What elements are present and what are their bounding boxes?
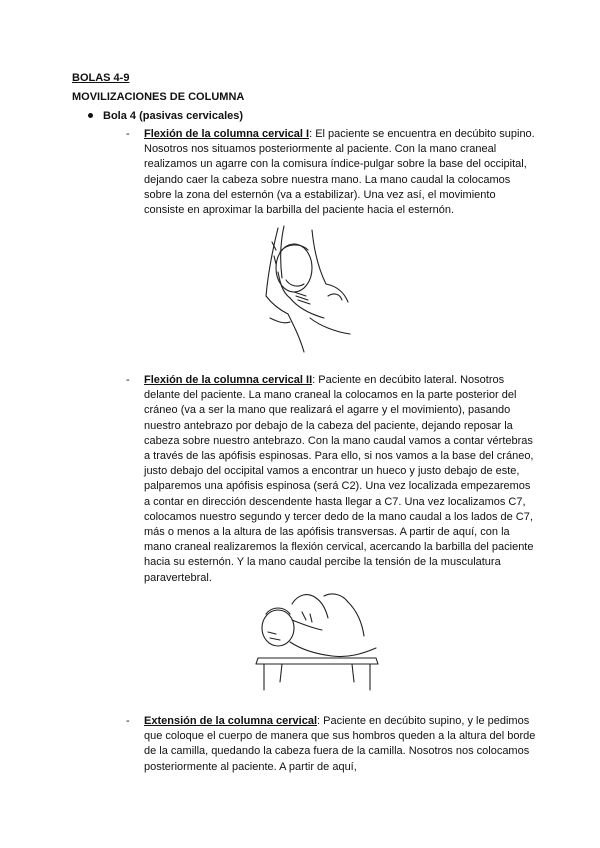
dash-marker: - (126, 715, 130, 727)
technique-term: Flexión de la columna cervical I (144, 128, 310, 140)
technique-description: : El paciente se encuentra en decúbito supino. Nosotros nos situamos posteriormente al paciente. Con la mano craneal realizamos un agarre con la comisura índice-pulgar sobre la base del occipital, dejando caer la cabeza sobre nuestra mano. La mano caudal la colocamos sobre la zona del esternón (va a estabilizar). Una vez así, el movimiento consiste en aproximar la barbilla del paciente hacia el esternón. (144, 128, 535, 217)
technique-description: : Paciente en decúbito supino, y le pedimos que coloque el cuerpo de manera que sus hombros queden a la altura del borde de la camilla, quedando la cabeza fuera de la camilla. Nosotros nos colocamos posteriormente al paciente. A partir de aquí, (144, 715, 536, 773)
technique-paragraph (144, 714, 536, 775)
section-title: MOVILIZACIONES DE COLUMNA (72, 91, 245, 103)
technique-extension-cervical (126, 714, 536, 775)
technique-flexion-cervical-2 (126, 373, 536, 586)
document-title: BOLAS 4-9 (72, 72, 130, 84)
technique-term: Flexión de la columna cervical II (144, 374, 313, 386)
technique-flexion-cervical-1 (126, 127, 536, 218)
illustration-flexion-supine (250, 222, 354, 356)
dash-marker: - (126, 374, 130, 386)
technique-paragraph (144, 373, 536, 586)
bullet-label: Bola 4 (pasivas cervicales) (103, 110, 244, 122)
bullet-item (88, 110, 243, 122)
technique-term: Extensión de la columna cervical (144, 715, 318, 727)
illustration-flexion-side-lying (252, 584, 384, 696)
technique-paragraph (144, 127, 536, 218)
bullet-dot-icon (88, 113, 93, 118)
dash-marker: - (126, 128, 130, 140)
technique-description: : Paciente en decúbito lateral. Nosotros delante del paciente. La mano craneal la colocamos en la parte posterior del cráneo (va a ser la mano que realizará el agarre y el movimiento), pasando nuestro antebrazo por debajo de la cabeza del paciente, dejando reposar la cabeza sobre nuestro antebrazo. Con la mano caudal vamos a contar vértebras a través de las apófisis espinosas. Para ello, si nos vamos a la base del cráneo, justo debajo del occipital vamos a encontrar un hueco y justo debajo de este, palparemos una apófisis espinosa (será C2). Una vez localizada empezaremos a contar en dirección descendente hasta llegar a C7. Una vez localizamos C7, colocamos nuestro segundo y tercer dedo de la mano caudal a los lados de C7, más o menos a la altura de las apófisis transversas. A partir de aquí, con la mano craneal realizaremos la flexión cervical, acercando la barbilla del paciente hacia su esternón. Y la mano caudal percibe la tensión de la musculatura paravertebral. (144, 374, 534, 584)
